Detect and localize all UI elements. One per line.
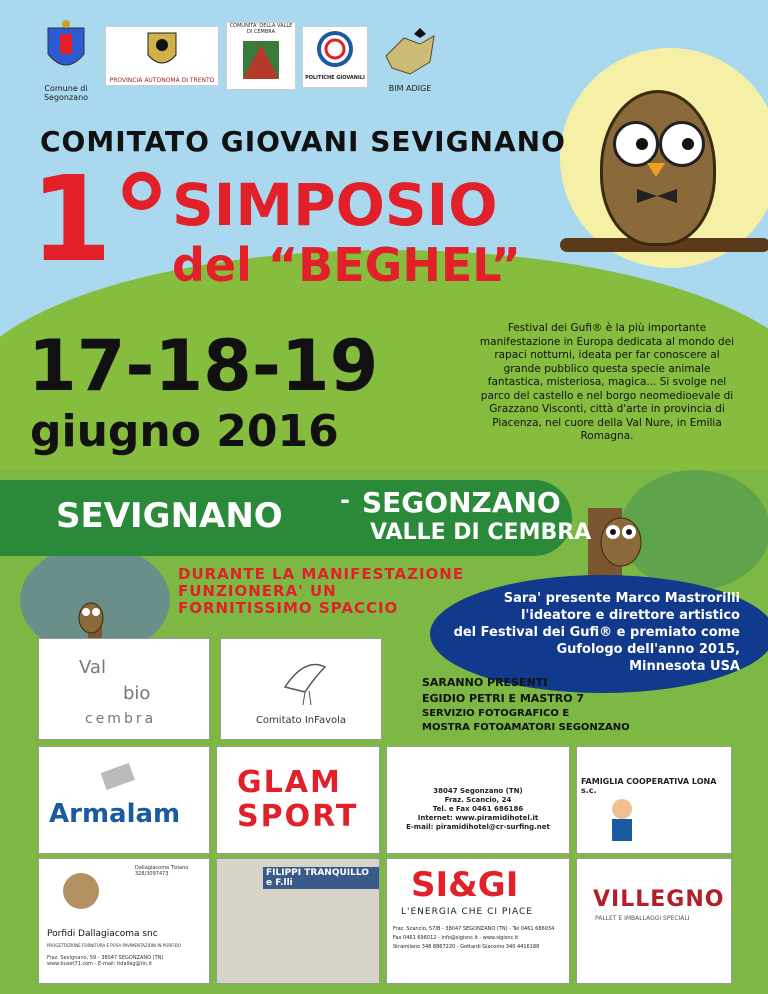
porfidi-small: Dallagiacoma Tiziano 328/3097473: [135, 865, 189, 877]
cartoon-person-icon: [597, 795, 647, 845]
hotel-info: [391, 787, 565, 832]
small-owl-icon: [76, 596, 106, 634]
valbio-text-a: Val: [79, 657, 106, 678]
villegno-sub: PALLET E IMBALLAGGI SPECIALI: [595, 915, 690, 922]
sponsor-armalam: [38, 746, 210, 854]
logo-comunita-cembra: [226, 22, 296, 90]
sponsor-villegno: [576, 858, 732, 984]
location-dash: -: [340, 486, 350, 514]
famiglia-suffix: s.c.: [581, 786, 597, 795]
sponsor-glamsport: [216, 746, 380, 854]
presence-line2: EGIDIO PETRI E MASTRO 7: [422, 692, 585, 705]
shop-notice: DURANTE LA MANIFESTAZIONE FUNZIONERA' UN FORNITISSIMO SPACCIO: [178, 565, 465, 617]
porfidi-title: Porfidi Dallagiacoma snc: [47, 929, 158, 939]
logo-caption: BIM ADIGE: [388, 84, 432, 93]
guest-notice: Sara' presente Marco Mastrorilli l'ideatore e direttore artistico del Festival dei Gufi® e premiato come Gufologo dell'anno 2015, Minnesota USA: [453, 591, 740, 674]
small-owl-icon: [596, 508, 646, 568]
logo-bim-adige: [380, 28, 440, 94]
sponsor-porfidi: [38, 858, 210, 984]
sponsor-famiglia-lona: [576, 746, 732, 854]
logo-comune-segonzano: [38, 20, 94, 100]
owl-eye-left: [613, 121, 659, 167]
location-valley: VALLE DI CEMBRA: [370, 520, 592, 545]
sponsor-sigi: [386, 858, 570, 984]
owl-eye-right: [659, 121, 705, 167]
hotel-line: Fraz. Scancio, 24: [444, 796, 512, 804]
presence-line3: SERVIZIO FOTOGRAFICO E: [422, 708, 570, 719]
glam-line1: GLAM: [237, 765, 342, 800]
hotel-line: 38047 Segonzano (TN): [433, 787, 523, 795]
logo-caption: Comune di Segonzano: [43, 84, 89, 102]
sigi-line: Fax 0461 696012 - info@sigisnc.it - www.sigisnc.it: [393, 935, 519, 941]
infavola-text: Comitato InFavola: [255, 715, 347, 726]
logo-politiche-giovanili: [302, 26, 368, 88]
vineyard-icon: [227, 35, 295, 85]
event-title-line2: del “BEGHEL”: [172, 238, 521, 292]
porfidi-sub: PROGETTAZIONE FORNITURA E POSA PAVIMENTAZIONI IN PORFIDO: [47, 943, 181, 948]
presence-line1: SARANNO PRESENTI: [422, 676, 548, 689]
edition-number: 1°: [30, 150, 172, 288]
sponsor-valbio: [38, 638, 210, 740]
committee-title: COMITATO GIOVANI SEVIGNANO: [40, 125, 566, 158]
logo-caption: POLITICHE GIOVANILI: [305, 75, 365, 81]
location-place2: SEGONZANO: [362, 486, 561, 519]
festival-description: Festival dei Gufi® è la più importante manifestazione in Europa dedicata al mondo dei rapaci notturni, ideata per far conoscere al grande pubblico questa specie animale fantastica, misteriosa, magica... Si svolge nel parco del castello e nel borgo neomedioevale di Grazzano Visconti, città d'arte in provincia di Piacenza, nel cuore della Val Nure, in Emilia Romagna.: [479, 322, 735, 442]
famiglia-name: FAMIGLIA COOPERATIVA LONA: [581, 777, 717, 786]
owl-beak: [647, 163, 665, 177]
presence-line4: MOSTRA FOTOAMATORI SEGONZANO: [422, 722, 630, 733]
valbio-text-c: cembra: [85, 711, 157, 727]
owl-illustration: [600, 90, 716, 246]
sponsor-piramidi-hotel: [386, 746, 570, 854]
coat-of-arms-icon: [38, 20, 94, 80]
glam-line2: SPORT: [237, 799, 359, 834]
porfidi-stone-icon: [59, 869, 103, 913]
bird-drawing-icon: [275, 647, 335, 707]
sigi-line: Stramilano 348 8867220 - Gottardi Giacomo 340 4416188: [393, 944, 540, 950]
filippi-name: FILIPPI TRANQUILLO e F.lli: [263, 867, 379, 889]
hotel-line: Internet: www.piramidihotel.it: [417, 814, 539, 822]
sponsor-filippi: [216, 858, 380, 984]
eagle-shield-icon: [106, 27, 218, 73]
location-place1: SEVIGNANO: [56, 496, 283, 536]
armalam-name: Armalam: [49, 799, 181, 829]
villegno-name: VILLEGNO: [593, 887, 725, 912]
sigi-info: [393, 925, 554, 952]
famiglia-title: [581, 777, 731, 795]
porfidi-address: Fraz. Sevignano, 59 - 38047 SEGONZANO (TN) www.buset71.com - E-mail: tidallag@tin.it: [47, 955, 164, 967]
sigi-logo: SI&GI: [411, 865, 519, 905]
sigi-slogan: L'ENERGIA CHE CI PIACE: [401, 907, 533, 917]
armalam-product-icon: [99, 757, 139, 797]
logo-caption: COMUNITA' DELLA VALLE DI CEMBRA: [229, 23, 293, 35]
logo-provincia-trento: [105, 26, 219, 86]
hotel-line: E-mail: piramidihotel@cr-surfing.net: [406, 823, 550, 831]
event-title-line1: SIMPOSIO: [172, 171, 498, 239]
event-month-year: giugno 2016: [30, 406, 339, 457]
valbio-text-b: bio: [123, 683, 151, 704]
bim-map-icon: [380, 28, 440, 80]
logo-caption: PROVINCIA AUTONOMA DI TRENTO: [109, 77, 215, 84]
circular-logo-icon: [303, 27, 367, 71]
hotel-line: Tel. e Fax 0461 686186: [432, 805, 524, 813]
sponsor-infavola: [220, 638, 382, 740]
sigi-line: Fraz. Scancio, 57/B - 38047 SEGONZANO (TN) - Tel 0461 686034: [393, 926, 555, 932]
bow-tie-icon: [637, 189, 677, 203]
event-days: 17-18-19: [28, 325, 379, 407]
